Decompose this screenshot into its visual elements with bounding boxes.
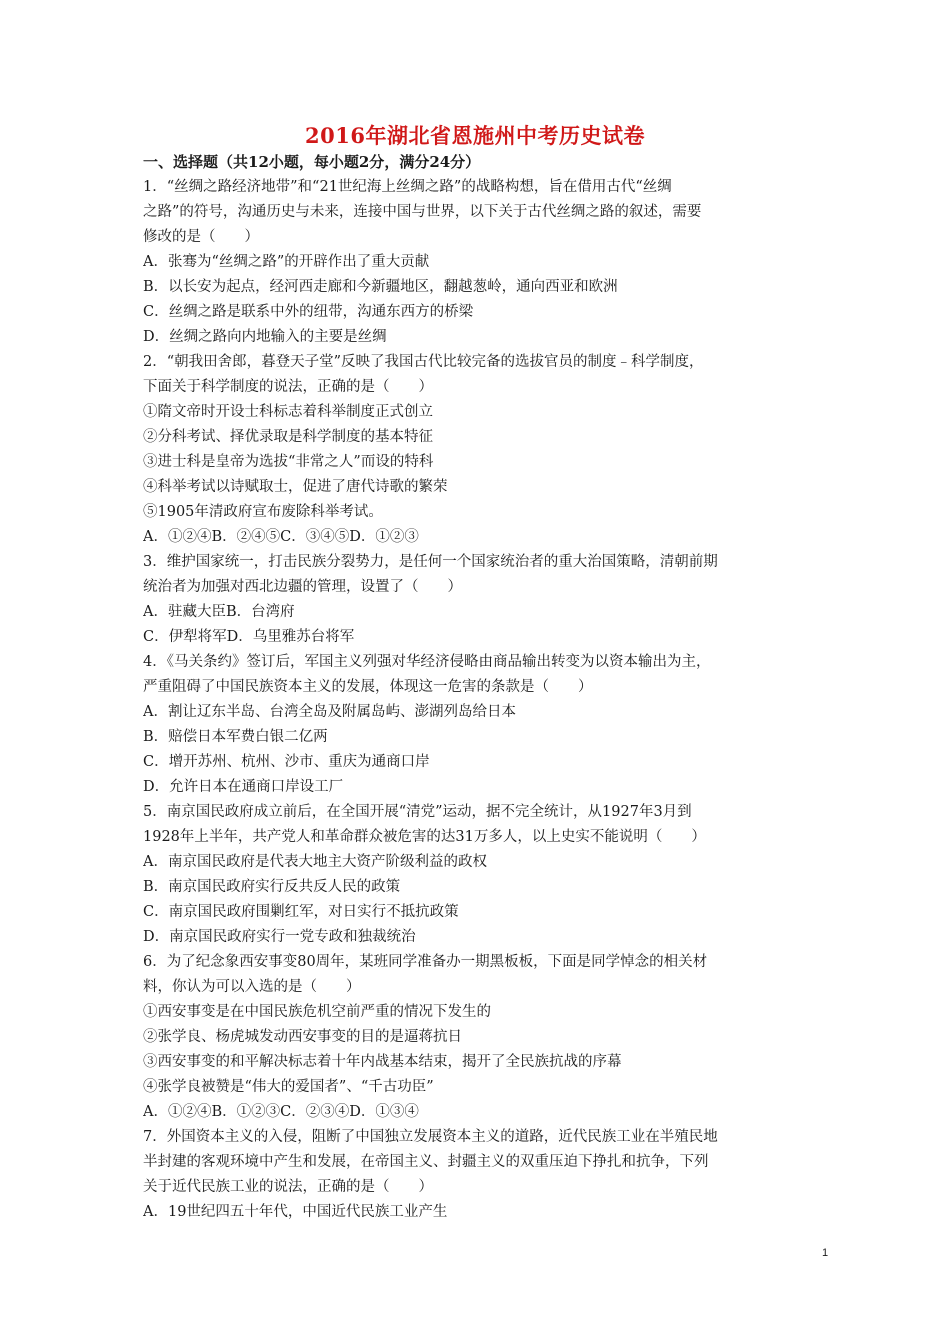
text-line: 7．外国资本主义的入侵，阻断了中国独立发展资本主义的道路，近代民族工业在半殖民地 — [143, 1129, 718, 1145]
text-line: 5．南京国民政府成立前后，在全国开展“清党”运动，据不完全统计，从1927年3月到 — [143, 804, 692, 820]
text-line: 6．为了纪念象西安事变80周年，某班同学准备办一期黑板板，下面是同学悼念的相关材 — [143, 954, 708, 970]
text-line: D．丝绸之路向内地输入的主要是丝绸 — [143, 329, 387, 345]
text-line: A．驻藏大臣B．台湾府 — [143, 604, 295, 620]
text-line: 严重阻碍了中国民族资本主义的发展，体现这一危害的条款是（ ） — [143, 679, 593, 695]
text-line: ⑤1905年清政府宣布废除科举考试。 — [143, 504, 383, 520]
text-line: ③进士科是皇帝为选拔“非常之人”而设的特科 — [143, 454, 434, 470]
document-title: 2016年湖北省恩施州中考历史试卷 — [305, 123, 645, 148]
question-lines — [143, 175, 813, 1225]
text-line: 下面关于科学制度的说法，正确的是（ ） — [143, 379, 433, 395]
text-line: 关于近代民族工业的说法，正确的是（ ） — [143, 1179, 433, 1195]
text-line: 半封建的客观环境中产生和发展，在帝国主义、封疆主义的双重压迫下挣扎和抗争，下列 — [143, 1154, 709, 1170]
text-line: ③西安事变的和平解决标志着十年内战基本结束，揭开了全民族抗战的序幕 — [143, 1054, 622, 1070]
text-line: D．允许日本在通商口岸设工厂 — [143, 779, 344, 795]
text-line: 1928年上半年，共产党人和革命群众被危害的达31万多人，以上史实不能说明（ ） — [143, 829, 706, 845]
text-line: ①西安事变是在中国民族危机空前严重的情况下发生的 — [143, 1004, 491, 1020]
text-line: 3．维护国家统一，打击民族分裂势力，是任何一个国家统治者的重大治国策略，清朝前期 — [143, 554, 718, 570]
text-line: ②张学良、杨虎城发动西安事变的目的是逼蒋抗日 — [143, 1029, 462, 1045]
text-line: A．19世纪四五十年代，中国近代民族工业产生 — [143, 1204, 448, 1220]
text-line: 统治者为加强对西北边疆的管理，设置了（ ） — [143, 579, 462, 595]
page-number: 1 — [821, 1247, 829, 1259]
text-line: ④科举考试以诗赋取士，促进了唐代诗歌的繁荣 — [143, 479, 448, 495]
text-line: A．张骞为“丝绸之路”的开辟作出了重大贡献 — [143, 254, 430, 270]
text-line: C．丝绸之路是联系中外的纽带，沟通东西方的桥梁 — [143, 304, 474, 320]
text-line: A．南京国民政府是代表大地主大资产阶级利益的政权 — [143, 854, 487, 870]
text-line: 料，你认为可以入选的是（ ） — [143, 979, 361, 995]
text-line: C．伊犁将军D．乌里雅苏台将军 — [143, 629, 355, 645]
text-line: ④张学良被赞是“伟大的爱国者”、“千古功臣” — [143, 1079, 434, 1095]
text-line: A．割让辽东半岛、台湾全岛及附属岛屿、澎湖列岛给日本 — [143, 704, 516, 720]
text-line: C．增开苏州、杭州、沙市、重庆为通商口岸 — [143, 754, 430, 770]
text-line: ①隋文帝时开设士科标志着科举制度正式创立 — [143, 404, 433, 420]
text-line: B．南京国民政府实行反共反人民的政策 — [143, 879, 401, 895]
text-line: A．①②④B．①②③C．②③④D．①③④ — [143, 1104, 419, 1120]
text-line: D．南京国民政府实行一党专政和独裁统治 — [143, 929, 416, 945]
text-line: 1．“丝绸之路经济地带”和“21世纪海上丝绸之路”的战略构想，旨在借用古代“丝绸 — [143, 179, 672, 195]
text-line: B．赔偿日本军费白银二亿两 — [143, 729, 328, 745]
text-line: C．南京国民政府围剿红军，对日实行不抵抗政策 — [143, 904, 459, 920]
text-line: B．以长安为起点，经河西走廊和今新疆地区，翻越葱岭，通向西亚和欧洲 — [143, 279, 618, 295]
text-line: 4．《马关条约》签订后，军国主义列强对华经济侵略由商品输出转变为以资本输出为主， — [143, 654, 711, 670]
text-line: A．①②④B．②④⑤C．③④⑤D．①②③ — [143, 529, 419, 545]
document-body — [143, 150, 813, 1225]
text-line: 2．“朝我田舍郎，暮登天子堂”反映了我国古代比较完备的选拔官员的制度﹣科学制度， — [143, 354, 704, 370]
section-heading: 一、选择题（共12小题，每小题2分，满分24分） — [143, 153, 481, 171]
text-line: 之路”的符号，沟通历史与未来，连接中国与世界，以下关于古代丝绸之路的叙述，需要 — [143, 204, 702, 220]
text-line: 修改的是（ ） — [143, 229, 259, 245]
text-line: ②分科考试、择优录取是科学制度的基本特征 — [143, 429, 433, 445]
